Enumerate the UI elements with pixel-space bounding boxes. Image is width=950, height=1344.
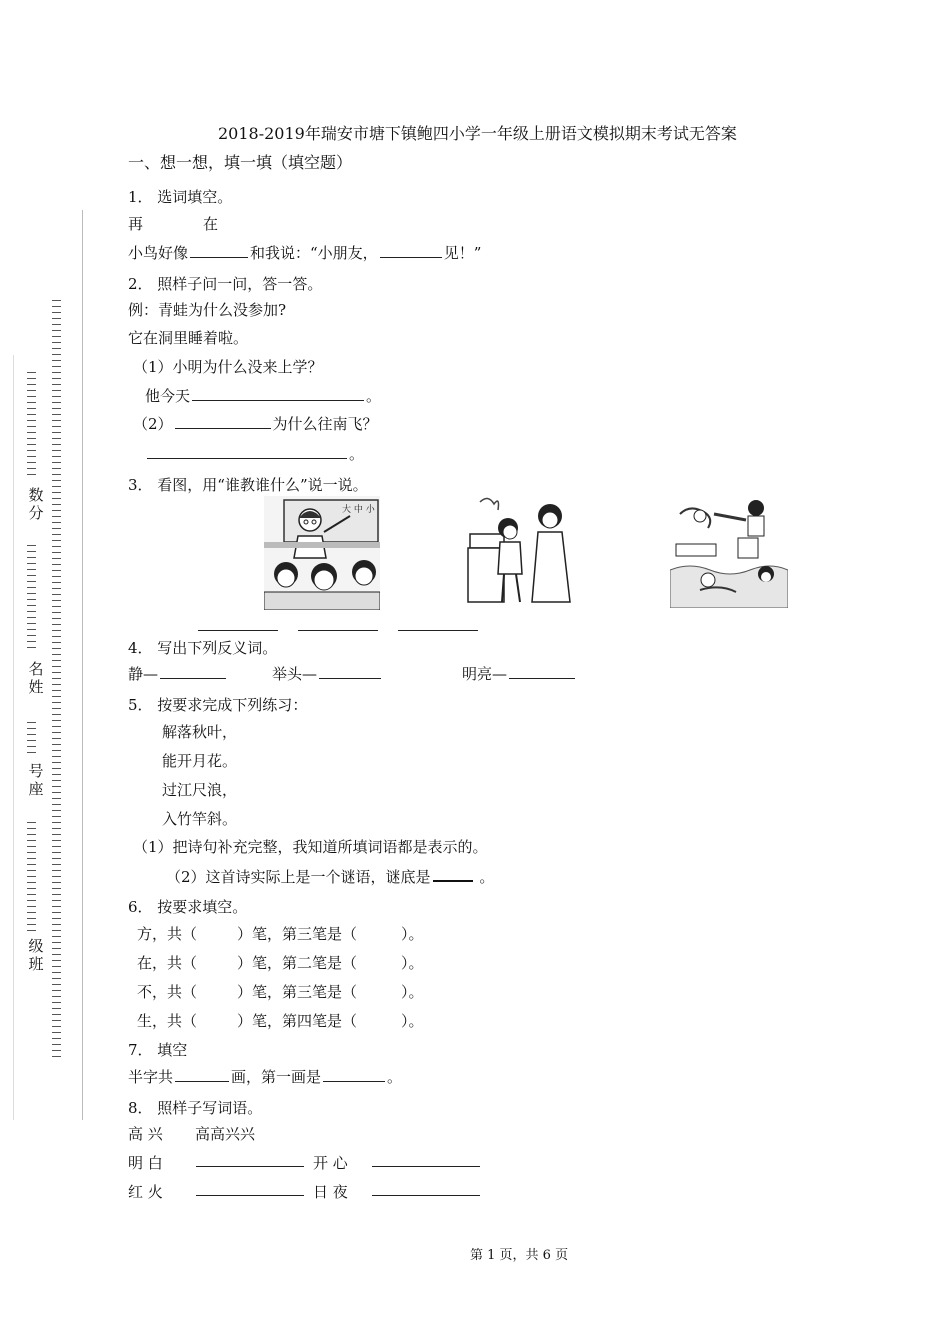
- q2-example-question: 例：青蛙为什么没参加?: [128, 301, 287, 319]
- q6-row-2-b: ）笔，第二笔是（: [237, 954, 358, 972]
- q6-row-4-a: 生，共（: [137, 1012, 198, 1030]
- q1-text-b: 和我说：“小朋友，: [250, 244, 378, 262]
- binding-line: [82, 210, 83, 1120]
- q6-row-3-c: ）。: [401, 983, 424, 1001]
- q8-item-4: 日 夜: [313, 1183, 348, 1201]
- q1-text-a: 小鸟好像: [128, 244, 189, 262]
- q1-blank-1[interactable]: [190, 243, 248, 258]
- q7-text-c: 。: [387, 1068, 403, 1086]
- q4-item-2-label: 举头—: [272, 665, 318, 683]
- q2-sub1-end: 。: [366, 387, 382, 405]
- dash-column-2: [27, 545, 37, 653]
- q6-row-4: [137, 1010, 424, 1031]
- sidebar-label-5: 号: [28, 762, 44, 780]
- q4-blank-3[interactable]: [509, 664, 575, 679]
- q2-sub1-question: （1）小明为什么没来上学？: [133, 358, 323, 376]
- q8-blank-2[interactable]: [370, 1152, 482, 1171]
- q6-row-3: [137, 981, 424, 1002]
- sidebar-label-2: 分: [28, 504, 44, 522]
- dash-column-3: [27, 722, 37, 758]
- q1-blank-2[interactable]: [380, 243, 442, 258]
- q2-sub2-text-a: （2）: [133, 415, 173, 433]
- q5-sub2-blank[interactable]: [433, 866, 473, 882]
- q6-row-2-c: ）。: [401, 954, 424, 972]
- q5-sub1: （1）把诗句补充完整，我知道所填词语都是表示的。: [133, 838, 488, 856]
- q2-sub2-text-b: 为什么往南飞？: [272, 415, 378, 433]
- q4-heading: 4． 写出下列反义词。: [128, 639, 278, 657]
- q5-sub2-end: 。: [474, 868, 495, 886]
- q8-item-3: 红 火: [128, 1183, 163, 1201]
- q6-row-2-a: 在，共（: [137, 954, 198, 972]
- q4-blank-2[interactable]: [319, 664, 381, 679]
- q3-blank-3[interactable]: [396, 616, 480, 635]
- q7-line: [128, 1066, 402, 1087]
- q5-poem-line-4: 入竹竿斜。: [162, 810, 238, 828]
- q2-heading: 2． 照样子问一问，答一答。: [128, 275, 323, 293]
- q3-picture-classroom: [264, 496, 380, 610]
- q8-blank-3[interactable]: [194, 1181, 306, 1200]
- q5-heading: 5． 按要求完成下列练习：: [128, 696, 308, 714]
- q6-row-4-c: ）。: [401, 1012, 424, 1030]
- q6-row-1-c: ）。: [401, 925, 424, 943]
- q4-item-1-label: 静—: [128, 665, 159, 683]
- q4-item-1: [128, 663, 228, 684]
- q6-row-4-b: ）笔，第四笔是（: [237, 1012, 358, 1030]
- q5-poem-line-2: 能开月花。: [162, 752, 238, 770]
- q5-poem-line-3: 过江尺浪，: [162, 781, 238, 799]
- q4-item-3: [462, 663, 577, 684]
- q6-row-1-b: ）笔，第三笔是（: [237, 925, 358, 943]
- page-title: 2018-2019年瑞安市塘下镇鲍四小学一年级上册语文模拟期末考试无答案: [218, 124, 737, 143]
- q5-poem-line-1: 解落秋叶，: [162, 723, 238, 741]
- q7-heading: 7． 填空: [128, 1041, 188, 1059]
- q6-row-3-b: ）笔，第三笔是（: [237, 983, 358, 1001]
- q6-row-1-a: 方，共（: [137, 925, 198, 943]
- q2-sub1-answer: [145, 385, 381, 406]
- q7-text-a: 半字共: [128, 1068, 174, 1086]
- q6-row-2: [137, 952, 424, 973]
- q5-sub2: [166, 866, 494, 887]
- sidebar-label-1: 数: [28, 486, 44, 504]
- q1-word-2: 在: [203, 215, 219, 233]
- q8-example-word: 高 兴: [128, 1125, 163, 1143]
- q2-sub2-question: [133, 413, 378, 434]
- q2-sub2-blank[interactable]: [175, 414, 271, 429]
- q8-blank-1[interactable]: [194, 1152, 306, 1171]
- q1-sentence: [128, 242, 481, 263]
- q7-blank-1[interactable]: [175, 1067, 229, 1082]
- sidebar-label-4: 姓: [28, 678, 44, 696]
- margin-line: [13, 355, 14, 1120]
- sidebar-label-7: 级: [28, 937, 44, 955]
- dash-column-1: [27, 372, 37, 480]
- q8-item-2: 开 心: [313, 1154, 348, 1172]
- q2-sub2-end: 。: [349, 445, 365, 463]
- q4-blank-1[interactable]: [160, 664, 226, 679]
- sidebar-label-6: 座: [28, 780, 44, 798]
- q3-picture-cooking: [466, 494, 576, 606]
- q2-sub2-answer: [145, 443, 364, 464]
- q8-example-answer: 高高兴兴: [195, 1125, 256, 1143]
- q2-sub1-text: 他今天: [145, 387, 191, 405]
- q6-heading: 6． 按要求填空。: [128, 898, 248, 916]
- q2-sub2-answer-blank[interactable]: [147, 444, 347, 459]
- q4-item-3-label: 明亮—: [462, 665, 508, 683]
- q3-picture-swimming: [670, 494, 788, 608]
- q3-blank-2[interactable]: [296, 616, 380, 635]
- q4-item-2: [272, 663, 383, 684]
- page-footer: 第 1 页，共 6 页: [470, 1248, 569, 1263]
- q8-heading: 8． 照样子写词语。: [128, 1099, 263, 1117]
- sidebar-label-8: 班: [28, 955, 44, 973]
- q2-sub1-blank[interactable]: [192, 386, 364, 401]
- dash-column-4: [27, 822, 37, 936]
- q6-row-3-a: 不，共（: [137, 983, 198, 1001]
- q2-example-answer: 它在洞里睡着啦。: [128, 329, 249, 347]
- q3-heading: 3． 看图，用“谁教谁什么”说一说。: [128, 476, 368, 494]
- sidebar-label-3: 名: [28, 660, 44, 678]
- q7-text-b: 画，第一画是: [231, 1068, 322, 1086]
- q8-item-1: 明 白: [128, 1154, 163, 1172]
- q5-sub2-text: （2）这首诗实际上是一个谜语，谜底是: [166, 868, 431, 886]
- q1-word-1: 再: [128, 215, 144, 233]
- q1-text-c: 见！”: [443, 244, 482, 262]
- q7-blank-2[interactable]: [323, 1067, 385, 1082]
- section-heading: 一、想一想，填一填（填空题）: [128, 153, 353, 172]
- dash-column-top: [52, 300, 62, 1062]
- q3-blank-1[interactable]: [196, 616, 280, 635]
- q8-blank-4[interactable]: [370, 1181, 482, 1200]
- q1-heading: 1． 选词填空。: [128, 188, 233, 206]
- q3-board-text: 大 中 小: [342, 505, 375, 515]
- q6-row-1: [137, 923, 424, 944]
